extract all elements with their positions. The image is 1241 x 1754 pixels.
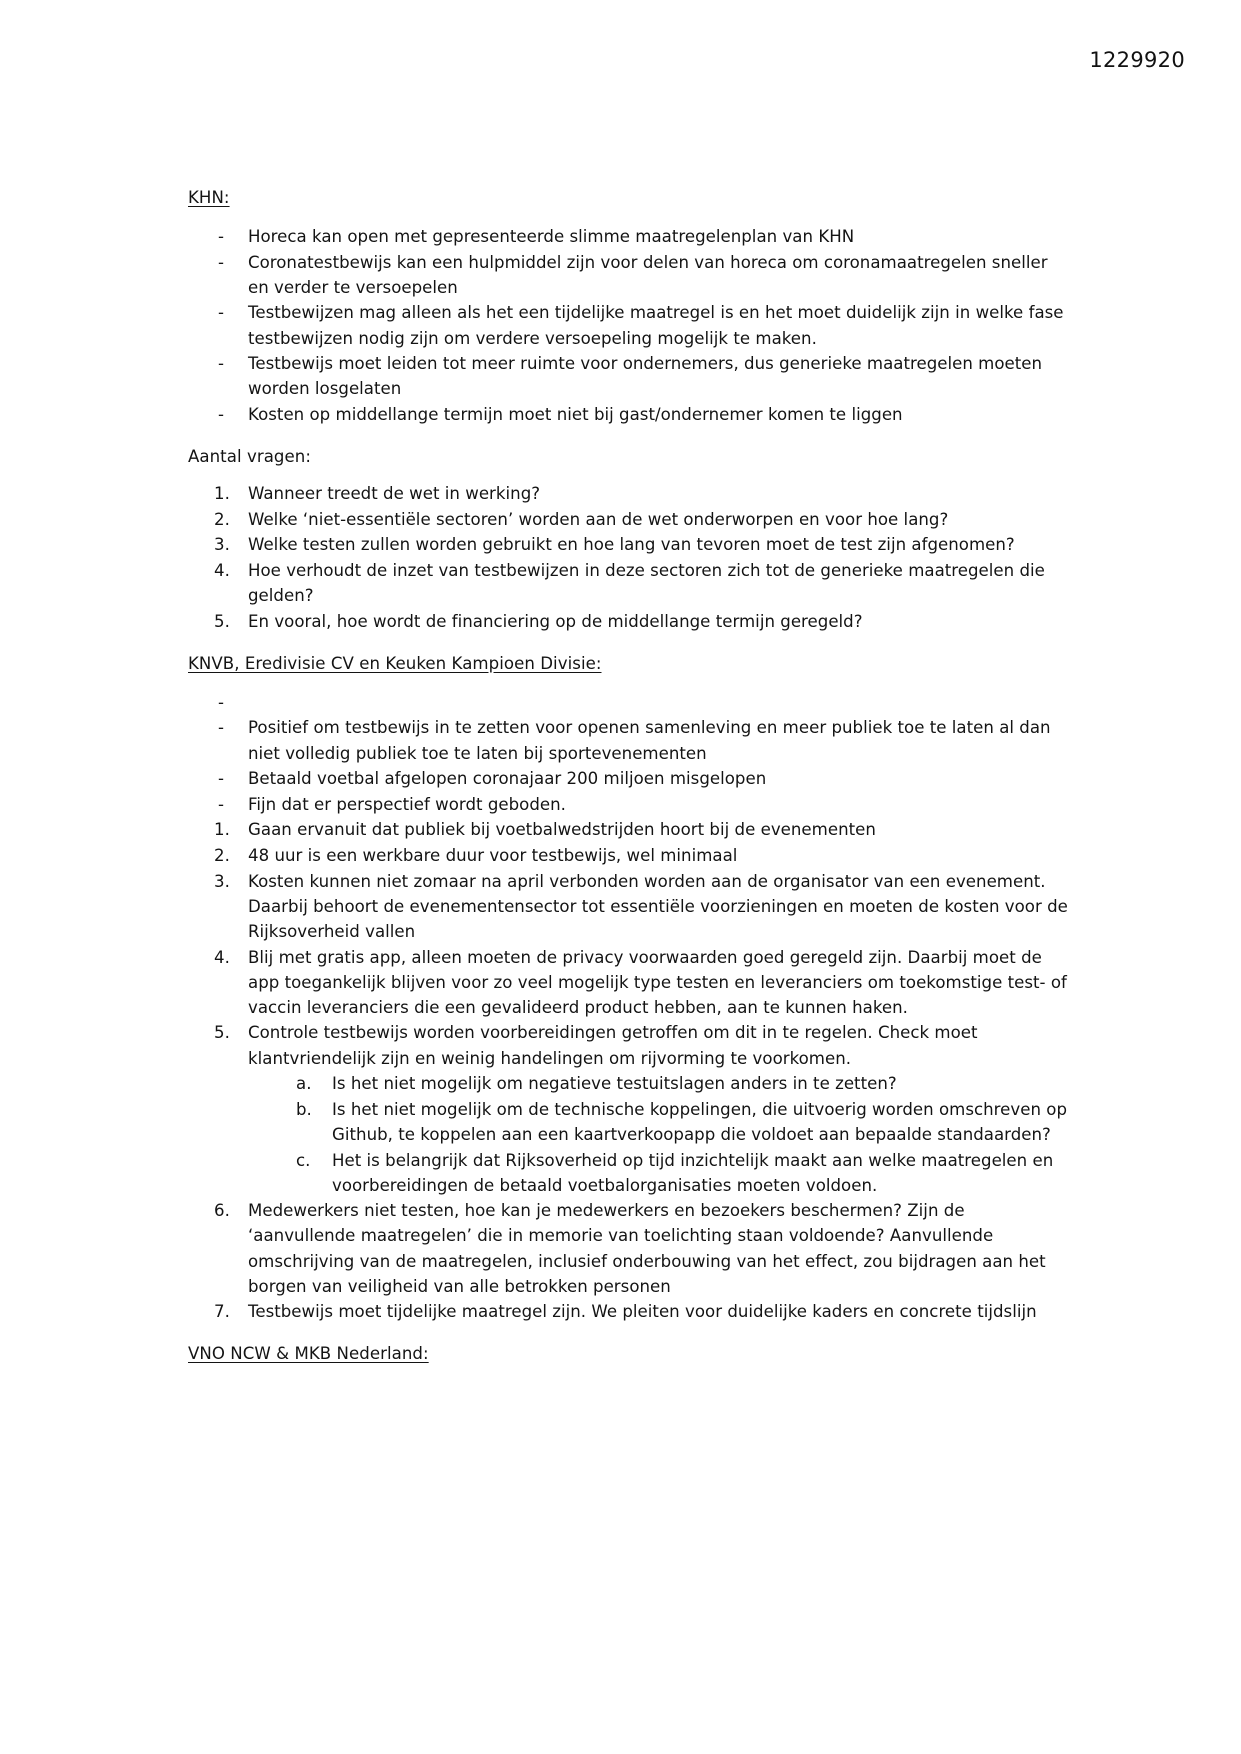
list-item bbox=[188, 792, 1068, 817]
list-item-text: Testbewijs moet leiden tot meer ruimte voor ondernemers, dus generieke maatregelen moeten worden losgelaten bbox=[248, 354, 1043, 399]
list-item bbox=[188, 817, 1068, 842]
list-item-text: Testbewijzen mag alleen als het een tijdelijke maatregel is en het moet duidelijk zijn in welke fase testbewijzen nodig zijn om verdere versoepeling mogelijk te maken. bbox=[248, 303, 1064, 348]
list-item bbox=[188, 1299, 1068, 1324]
list-item bbox=[188, 609, 1068, 634]
list-marker: c. bbox=[296, 1150, 311, 1170]
list-item-text: Is het niet mogelijk om de technische koppelingen, die uitvoerig worden omschreven op Github, te koppelen aan een kaartverkoopapp die voldoet aan bepaalde standaarden? bbox=[332, 1099, 1068, 1144]
list-khn bbox=[188, 224, 1068, 427]
list-item-text: 48 uur is een werkbare duur voor testbewijs, wel minimaal bbox=[248, 846, 738, 866]
list-item-text: Medewerkers niet testen, hoe kan je medewerkers en bezoekers beschermen? Zijn de ‘aanvullende maatregelen’ die in memorie van toelichting staan voldoende? Aanvullende omschrijving van de maatregelen, inclusief onderbouwing van het effect, zou bijdragen aan het borgen van veiligheid van alle betrokken personen bbox=[248, 1201, 1046, 1296]
document-header-number: 1229920 bbox=[1089, 48, 1185, 72]
list-marker: 5. bbox=[214, 611, 230, 631]
list-marker: 7. bbox=[214, 1302, 230, 1322]
section-heading-aantal-vragen: Aantal vragen: bbox=[188, 447, 311, 467]
list-item-text: Blij met gratis app, alleen moeten de privacy voorwaarden goed geregeld zijn. Daarbij moet de app toegankelijk blijven voor zo veel mogelijk type testen en leveranciers om toekomstige test- of vaccin leveranciers die een gevalideerd product hebben, aan te kunnen haken. bbox=[248, 947, 1067, 1017]
list-item bbox=[188, 715, 1068, 765]
list-item-text: Hoe verhoudt de inzet van testbewijzen in deze sectoren zich tot de generieke maatregelen die gelden? bbox=[248, 560, 1045, 606]
list-item bbox=[188, 300, 1068, 350]
list-item-text: Positief om testbewijs in te zetten voor openen samenleving en meer publiek toe te laten al dan niet volledig publiek toe te laten bij sportevenementen bbox=[248, 718, 1051, 763]
list-item bbox=[188, 1198, 1068, 1299]
list-marker: - bbox=[218, 303, 225, 323]
list-item bbox=[188, 1020, 1068, 1070]
list-aantal-vragen bbox=[188, 481, 1068, 634]
list-item-text: Kosten kunnen niet zomaar na april verbonden worden aan de organisator van een evenement. Daarbij behoort de evenementensector tot essentiële voorzieningen en moeten de kosten voor de Rijksoverheid vallen bbox=[248, 871, 1068, 941]
list-marker: a. bbox=[296, 1074, 312, 1094]
list-marker: - bbox=[218, 404, 225, 424]
list-item-text: Controle testbewijs worden voorbereidingen getroffen om dit in te regelen. Check moet klantvriendelijk zijn en weinig handelingen om rijvorming te voorkomen. bbox=[248, 1023, 978, 1068]
list-item-text: Betaald voetbal afgelopen coronajaar 200 miljoen misgelopen bbox=[248, 769, 767, 789]
list-marker: - bbox=[218, 252, 225, 272]
list-marker: 1. bbox=[214, 484, 230, 504]
section-heading-khn: KHN: bbox=[188, 188, 230, 207]
list-item bbox=[188, 224, 1068, 249]
list-item-text: Welke ‘niet-essentiële sectoren’ worden aan de wet onderworpen en voor hoe lang? bbox=[248, 509, 949, 529]
spacer bbox=[188, 1380, 1068, 1390]
list-item bbox=[188, 843, 1068, 868]
list-marker: - bbox=[218, 718, 225, 738]
list-item bbox=[188, 558, 1068, 608]
list-item bbox=[188, 1148, 1068, 1198]
list-marker: 4. bbox=[214, 560, 230, 580]
list-item-text: Wanneer treedt de wet in werking? bbox=[248, 484, 541, 504]
list-item bbox=[188, 766, 1068, 791]
list-item-text: Coronatestbewijs kan een hulpmiddel zijn voor delen van horeca om coronamaatregelen sneller en verder te versoepelen bbox=[248, 252, 1048, 297]
list-marker: 4. bbox=[214, 947, 230, 967]
list-marker: 3. bbox=[214, 871, 230, 891]
list-marker: 3. bbox=[214, 535, 230, 555]
list-knvb bbox=[188, 690, 1068, 1325]
list-item bbox=[188, 250, 1068, 300]
list-marker: - bbox=[218, 769, 225, 789]
list-item-text: Is het niet mogelijk om negatieve testuitslagen anders in te zetten? bbox=[332, 1074, 897, 1094]
list-item bbox=[188, 690, 1068, 715]
list-item-text: Kosten op middellange termijn moet niet bij gast/ondernemer komen te liggen bbox=[248, 404, 903, 424]
list-item-text: Welke testen zullen worden gebruikt en hoe lang van tevoren moet de test zijn afgenomen? bbox=[248, 535, 1015, 555]
list-marker: 1. bbox=[214, 820, 230, 840]
list-item-text: Fijn dat er perspectief wordt geboden. bbox=[248, 794, 566, 814]
list-item bbox=[188, 869, 1068, 944]
list-item bbox=[188, 532, 1068, 557]
list-item bbox=[188, 1097, 1068, 1147]
section-heading-knvb: KNVB, Eredivisie CV en Keuken Kampioen Divisie: bbox=[188, 653, 602, 673]
list-item bbox=[188, 481, 1068, 506]
list-marker: - bbox=[218, 794, 225, 814]
list-marker: - bbox=[218, 692, 225, 712]
list-item-text: En vooral, hoe wordt de financiering op de middellange termijn geregeld? bbox=[248, 611, 863, 631]
document-body bbox=[188, 186, 1068, 1390]
list-marker: 2. bbox=[214, 846, 230, 866]
list-item bbox=[188, 507, 1068, 532]
section-heading-vno-ncw: VNO NCW & MKB Nederland: bbox=[188, 1344, 429, 1364]
list-marker: 5. bbox=[214, 1023, 230, 1043]
list-marker: 6. bbox=[214, 1201, 230, 1221]
list-item-text: Het is belangrijk dat Rijksoverheid op tijd inzichtelijk maakt aan welke maatregelen en voorbereidingen de betaald voetbalorganisaties moeten voldoen. bbox=[332, 1150, 1054, 1195]
list-item-text: Testbewijs moet tijdelijke maatregel zijn. We pleiten voor duidelijke kaders en concrete tijdslijn bbox=[248, 1302, 1037, 1322]
list-item bbox=[188, 351, 1068, 401]
list-item bbox=[188, 402, 1068, 427]
list-marker: - bbox=[218, 227, 225, 247]
list-item bbox=[188, 945, 1068, 1020]
list-marker: 2. bbox=[214, 509, 230, 529]
list-marker: - bbox=[218, 354, 225, 374]
list-item-text: Gaan ervanuit dat publiek bij voetbalwedstrijden hoort bij de evenementen bbox=[248, 820, 876, 840]
list-marker: b. bbox=[296, 1099, 312, 1119]
list-item bbox=[188, 1071, 1068, 1096]
list-item-text: Horeca kan open met gepresenteerde slimme maatregelenplan van KHN bbox=[248, 227, 855, 247]
